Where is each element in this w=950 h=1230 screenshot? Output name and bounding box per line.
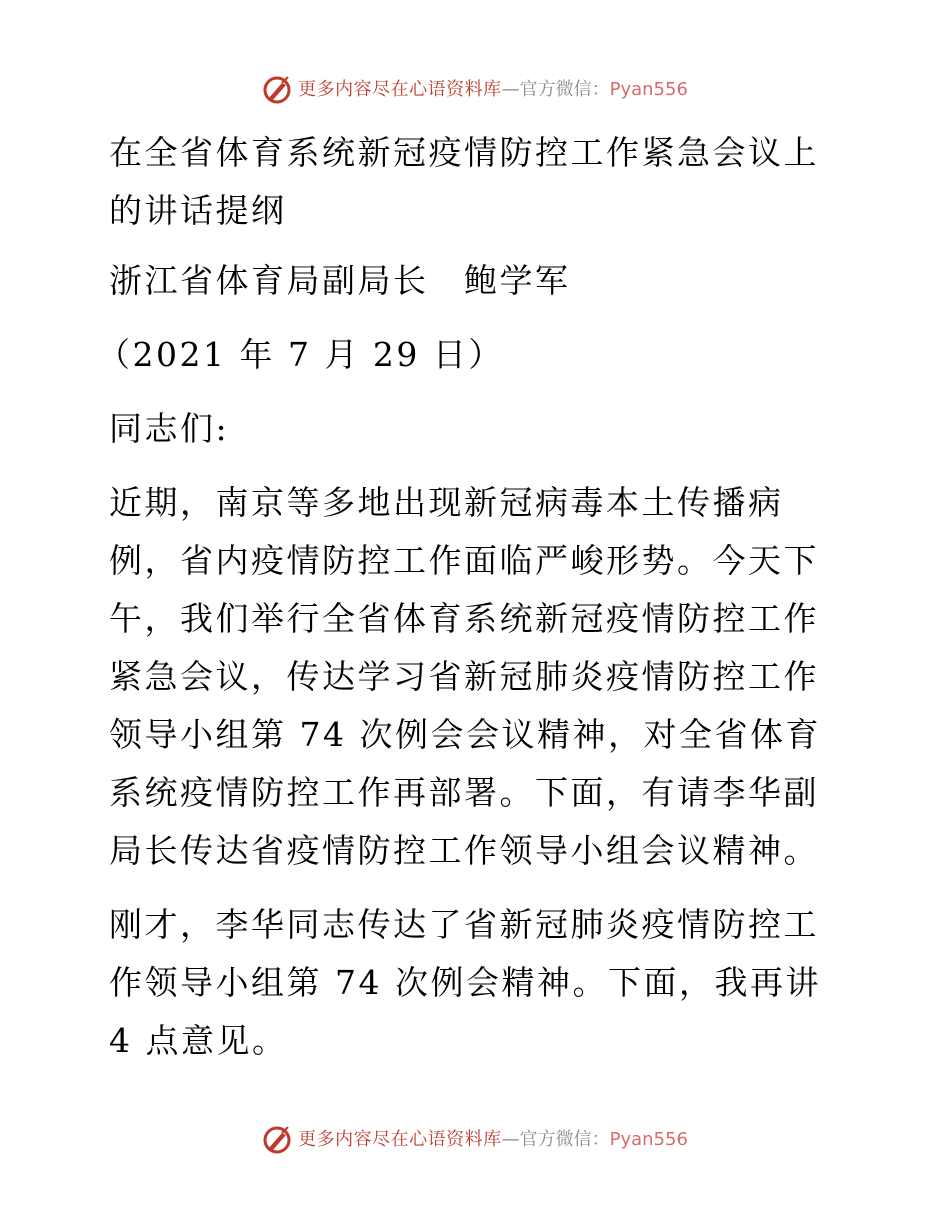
quill-pen-logo-icon [262, 1125, 292, 1155]
footer-watermark-banner [0, 1120, 950, 1160]
banner-wechat-id: Pyan556 [609, 1129, 688, 1150]
document-date: （2021 年 7 月 29 日） [97, 335, 504, 374]
banner-site-name: 更多内容尽在心语资料库 [298, 1129, 502, 1150]
banner-wechat-label: 官方微信： [519, 79, 610, 100]
banner-wechat-id: Pyan556 [609, 79, 688, 100]
quill-pen-logo-icon [262, 75, 292, 105]
document-title: 在全省体育系统新冠疫情防控工作紧急会议上的讲话提纲 [109, 133, 819, 230]
banner-dash: — [501, 1129, 520, 1150]
document-paragraph: 近期，南京等多地出现新冠病毒本土传播病例，省内疫情防控工作面临严峻形势。今天下午，我们举行全省体育系统新冠疫情防控工作紧急会议，传达学习省新冠肺炎疫情防控工作领导小组第 74 次例会会议精神，对全省体育系统疫情防控工作再部署。下面，有请李华副局长传达省疫情防控工作领导小组会议精神。 [109, 483, 821, 870]
document-speaker: 浙江省体育局副局长 鲍学军 [109, 261, 571, 300]
banner-site-name: 更多内容尽在心语资料库 [298, 79, 502, 100]
banner-wechat-label: 官方微信： [519, 1129, 610, 1150]
document-paragraph: 刚才，李华同志传达了省新冠肺炎疫情防控工作领导小组第 74 次例会精神。下面，我再讲 4 点意见。 [109, 905, 821, 1060]
header-watermark-banner [0, 70, 950, 110]
banner-dash: — [501, 79, 520, 100]
document-body [97, 124, 849, 1070]
document-salutation: 同志们: [109, 409, 230, 448]
